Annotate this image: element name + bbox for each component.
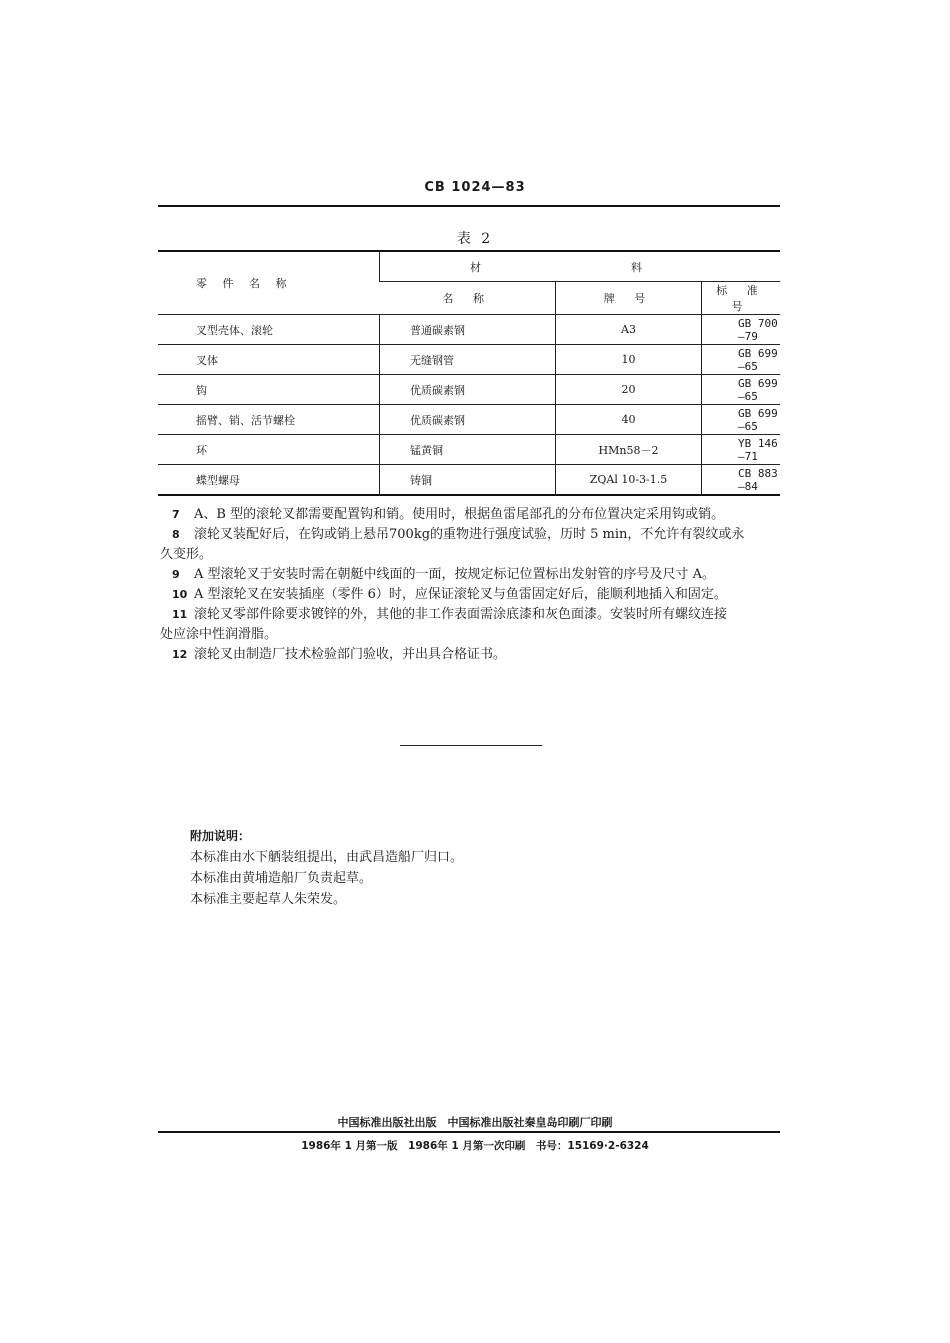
note-number: 7	[172, 508, 180, 521]
cell-material: 普通碳素钢	[380, 315, 556, 345]
table-row	[158, 345, 780, 375]
cell-grade: HMn58－2	[556, 435, 702, 465]
note-number: 10	[172, 588, 188, 601]
table-title: 表 2	[456, 231, 494, 247]
footer-rule	[158, 1131, 780, 1133]
header-part-name: 零 件 名 称	[158, 251, 380, 315]
materials-table	[158, 250, 780, 496]
cell-material: 锰黄铜	[380, 435, 556, 465]
note-continuation: 处应涂中性润滑脂。	[160, 627, 278, 642]
section-divider	[400, 745, 542, 746]
cell-grade: 20	[556, 375, 702, 405]
table-row	[158, 315, 780, 345]
cell-standard: GB 700—79	[702, 315, 781, 345]
cell-part: 摇臂、销、活节螺栓	[158, 405, 380, 435]
note-item	[172, 585, 784, 605]
addendum-heading: 附加说明：	[190, 829, 251, 843]
subheader-material-name: 名 称	[380, 282, 556, 315]
table-row	[158, 405, 780, 435]
cell-material: 铸铜	[380, 465, 556, 496]
cell-part: 叉体	[158, 345, 380, 375]
note-text: A 型滚轮叉在安装插座（零件 6）时，应保证滚轮叉与鱼雷固定好后，能顺利地插入和固定。	[194, 587, 727, 602]
cell-standard: GB 699—65	[702, 405, 781, 435]
cell-grade: 40	[556, 405, 702, 435]
document-code: CB 1024—83	[424, 180, 526, 195]
table-row	[158, 375, 780, 405]
note-item	[160, 525, 784, 565]
cell-material: 优质碳素钢	[380, 405, 556, 435]
addendum-line: 本标准主要起草人朱荣发。	[190, 892, 347, 907]
note-item	[172, 645, 784, 665]
cell-part: 叉型壳体、滚轮	[158, 315, 380, 345]
addendum-section	[190, 826, 463, 910]
note-continuation: 久变形。	[160, 547, 213, 562]
addendum-line: 本标准由黄埔造船厂负责起草。	[190, 871, 373, 886]
note-number: 12	[172, 648, 188, 661]
note-item	[172, 505, 784, 525]
header-material-right: 料	[631, 260, 642, 274]
footer-print-info: 1986年 1 月第一版 1986年 1 月第一次印刷 书号：15169·2-6324	[301, 1140, 649, 1152]
subheader-standard: 标 准 号	[702, 282, 781, 315]
note-text: 滚轮叉零部件除要求镀锌的外，其他的非工作表面需涂底漆和灰色面漆。安装时所有螺纹连接	[194, 607, 728, 622]
table-row	[158, 435, 780, 465]
footer-publisher: 中国标准出版社出版 中国标准出版社秦皇岛印刷厂印刷	[337, 1116, 613, 1129]
note-item	[172, 565, 784, 585]
cell-grade: 10	[556, 345, 702, 375]
note-number: 11	[172, 608, 188, 621]
cell-material: 无缝钢管	[380, 345, 556, 375]
cell-part: 环	[158, 435, 380, 465]
cell-standard: YB 146—71	[702, 435, 781, 465]
note-text: 滚轮叉装配好后，在钩或销上悬吊700kg的重物进行强度试验，历时 5 min，不允许有裂纹或永	[194, 527, 745, 542]
cell-grade: ZQAl 10-3-1.5	[556, 465, 702, 496]
cell-material: 优质碳素钢	[380, 375, 556, 405]
header-rule	[158, 205, 780, 207]
note-number: 9	[172, 568, 180, 581]
cell-standard: GB 699—65	[702, 345, 781, 375]
cell-part: 蝶型螺母	[158, 465, 380, 496]
note-item	[160, 605, 784, 645]
subheader-grade: 牌 号	[556, 282, 702, 315]
note-text: A、B 型的滚轮叉都需要配置钩和销。使用时，根据鱼雷尾部孔的分布位置决定采用钩或销。	[194, 507, 725, 522]
note-text: A 型滚轮叉于安装时需在朝艇中线面的一面，按规定标记位置标出发射管的序号及尺寸 A。	[194, 567, 716, 582]
cell-part: 钩	[158, 375, 380, 405]
addendum-line: 本标准由水下舾装组提出，由武昌造船厂归口。	[190, 850, 464, 865]
note-number: 8	[172, 528, 180, 541]
notes-section	[160, 505, 784, 665]
table-row	[158, 465, 780, 496]
header-material-left: 材	[470, 260, 481, 274]
cell-standard: CB 883—84	[702, 465, 781, 496]
note-text: 滚轮叉由制造厂技术检验部门验收，并出具合格证书。	[194, 647, 507, 662]
cell-grade: A3	[556, 315, 702, 345]
header-material	[380, 251, 781, 282]
cell-standard: GB 699—65	[702, 375, 781, 405]
